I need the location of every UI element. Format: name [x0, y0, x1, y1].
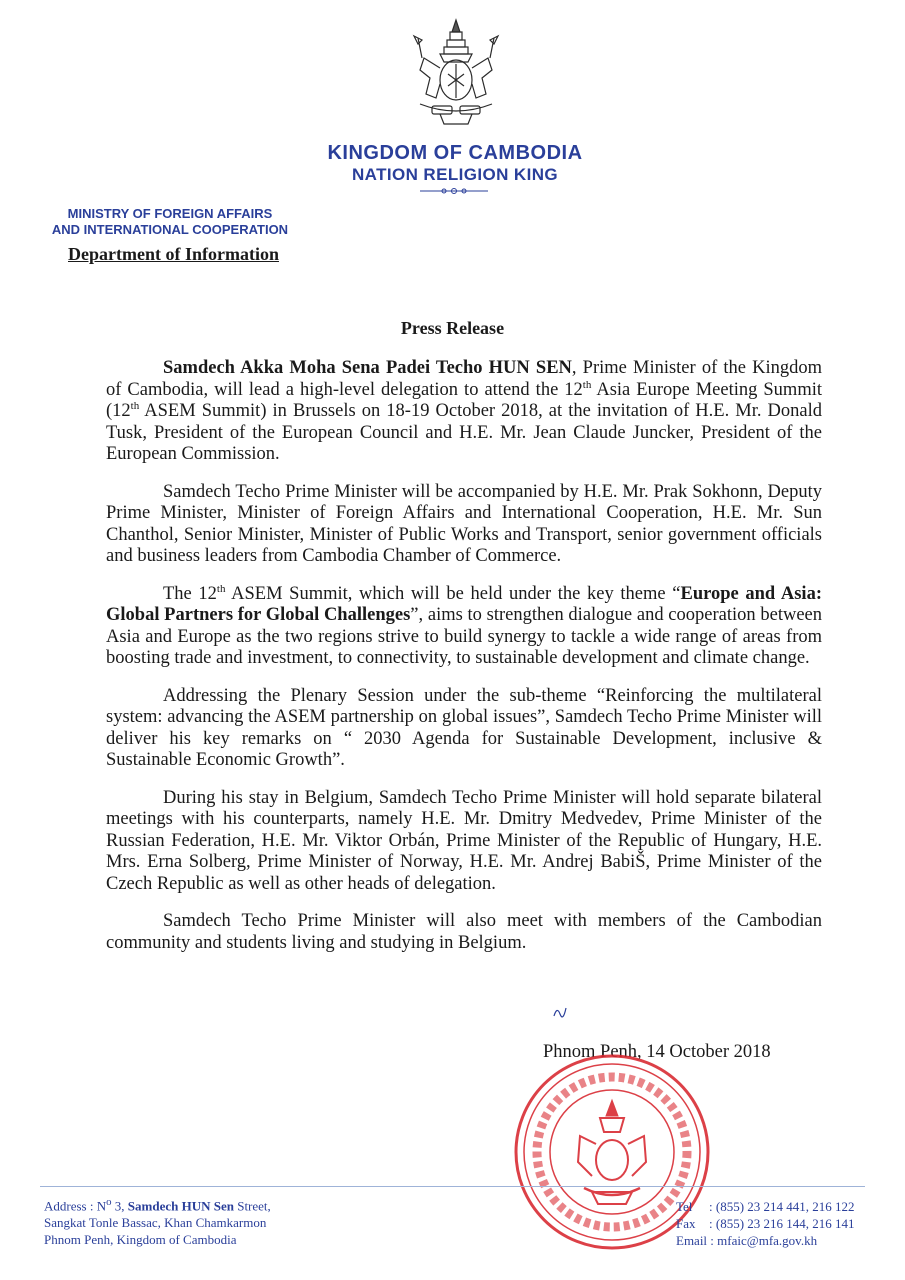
- ministry-line-1: MINISTRY OF FOREIGN AFFAIRS: [67, 206, 273, 221]
- tel-value: : (855) 23 214 441, 216 122: [709, 1199, 855, 1214]
- summit-theme: Europe and Asia: Global Partners for Global Challenges: [106, 583, 822, 625]
- p1-text-c: ASEM Summit) in Brussels on 18-19 October 2018, at the invitation of H.E. Mr. Donald Tusk, President of the European Council and H.E. Mr. Jean Claude Juncker, President of the European Commission.: [106, 401, 822, 464]
- press-release-body: [106, 358, 822, 970]
- paragraph-6: Samdech Techo Prime Minister will also meet with members of the Cambodian community and students living and studying in Belgium.: [106, 911, 822, 953]
- paragraph-5: During his stay in Belgium, Samdech Techo Prime Minister will hold separate bilateral meetings with his counterparts, namely H.E. Mr. Dmitry Medvedev, Prime Minister of the Russian Federation, H.E. Mr. Viktor Orbán, Prime Minister of the Republic of Hungary, H.E. Mrs. Erna Solberg, Prime Minister of Norway, H.E. Mr. Andrej BabiŠ, Prime Minister of the Czech Republic as well as other heads of delegation.: [106, 787, 822, 894]
- address-line-2: Sangkat Tonle Bassac, Khan Chamkarmon: [44, 1215, 267, 1231]
- paragraph-4: Addressing the Plenary Session under the sub-theme “Reinforcing the multilateral system: advancing the ASEM partnership on global issues”, Samdech Techo Prime Minister will deliver his key remarks on “ 2030 Agenda for Sustainable Development, inclusive & Sustainable Economic Growth”.: [106, 685, 822, 770]
- email-row: Email : mfaic@mfa.gov.kh: [676, 1233, 818, 1248]
- fax-value: : (855) 23 216 144, 216 141: [709, 1216, 855, 1231]
- fax-label: Fax: [676, 1216, 696, 1231]
- document-title: Press Release: [400, 318, 505, 338]
- p3-text-c: ”, aims to strengthen dialogue and cooperation between Asia and Europe as the two regions strive to build synergy to tackle a wide range of areas from boosting trade and investment, to connectivity, to sustainable development and climate change.: [106, 605, 822, 668]
- p3-text-a: The 12: [163, 583, 217, 604]
- footer-contact: [676, 1198, 855, 1249]
- ministry-name: [40, 206, 300, 238]
- address-line-1: [44, 1194, 271, 1214]
- dateline: Phnom Penh, 14 October 2018: [543, 1042, 771, 1062]
- p3-sup-a: th: [216, 582, 226, 595]
- p1-sup-b: th: [130, 399, 140, 412]
- ornament-divider: [418, 186, 490, 196]
- address-number: 3,: [111, 1198, 128, 1214]
- country-name: KINGDOM OF CAMBODIA: [327, 142, 583, 164]
- p1-text-a: , Prime Minister of the Kingdom of Cambodia, will lead a high-level delegation to attend the 12: [106, 358, 822, 400]
- address-line-3: Phnom Penh, Kingdom of Cambodia: [44, 1232, 237, 1248]
- address-label: Address : N: [44, 1198, 107, 1214]
- telephone-row: [676, 1198, 855, 1215]
- department-title: Department of Information: [68, 244, 279, 264]
- address-street-rest: Street,: [233, 1198, 271, 1214]
- footer-divider: [40, 1186, 865, 1187]
- paragraph-2: Samdech Techo Prime Minister will be accompanied by H.E. Mr. Prak Sokhonn, Deputy Prime Minister, Minister of Foreign Affairs and International Cooperation, H.E. Mr. Sun Chanthol, Senior Minister, Minister of Public Works and Transport, senior government officials and business leaders from Cambodia Chamber of Commerce.: [106, 481, 822, 566]
- initial-mark-icon: [552, 1004, 568, 1020]
- pm-name: Samdech Akka Moha Sena Padei Techo HUN SEN: [163, 358, 572, 378]
- p3-text-b: ASEM Summit, which will be held under the key theme “: [225, 583, 681, 604]
- tel-label: Tel: [676, 1199, 693, 1214]
- fax-row: [676, 1215, 855, 1232]
- address-street-bold: Samdech HUN Sen: [127, 1198, 234, 1214]
- paragraph-3: [106, 584, 822, 670]
- address-sup: o: [106, 1196, 112, 1208]
- paragraph-1: [106, 358, 822, 466]
- kingdom-header: [300, 142, 610, 186]
- national-motto: NATION RELIGION KING: [351, 165, 558, 184]
- royal-coat-of-arms-icon: [400, 18, 512, 128]
- p1-text-b: Asia Europe Meeting Summit (12: [106, 379, 822, 421]
- ministry-line-2: AND INTERNATIONAL COOPERATION: [51, 222, 289, 237]
- footer-address: [44, 1194, 271, 1248]
- p1-sup-a: th: [582, 378, 592, 391]
